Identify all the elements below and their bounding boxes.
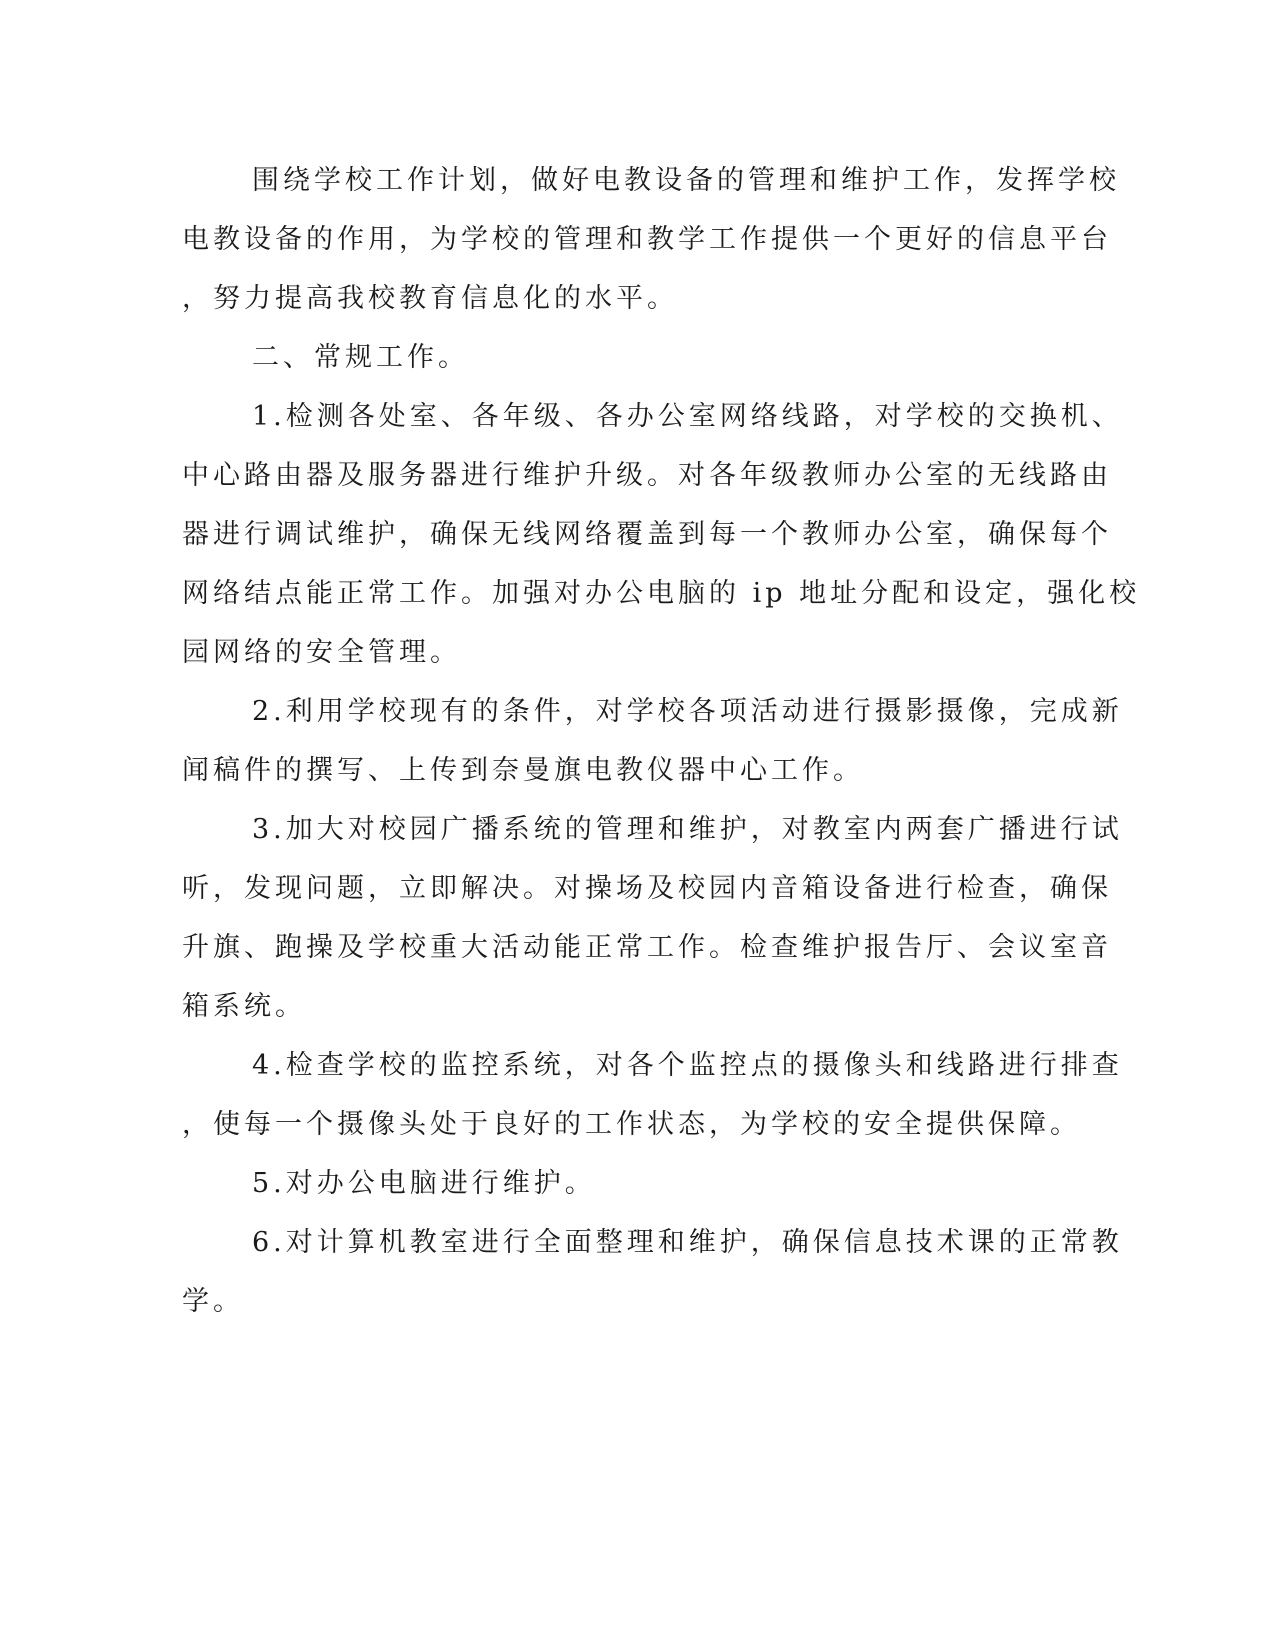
paragraph-line: 4.检查学校的监控系统，对各个监控点的摄像头和线路进行排查 — [252, 1050, 1123, 1081]
paragraph-line: 网络结点能正常工作。加强对办公电脑的 ip 地址分配和设定，强化校 — [182, 578, 1141, 609]
paragraph-line: 园网络的安全管理。 — [182, 637, 461, 668]
paragraph-line: 围绕学校工作计划，做好电教设备的管理和维护工作，发挥学校 — [252, 165, 1120, 196]
paragraph-line: 5.对办公电脑进行维护。 — [252, 1168, 596, 1199]
paragraph-line: 电教设备的作用，为学校的管理和教学工作提供一个更好的信息平台 — [182, 224, 1112, 255]
paragraph-line: ，使每一个摄像头处于良好的工作状态，为学校的安全提供保障。 — [182, 1109, 1081, 1140]
paragraph-line: 箱系统。 — [182, 991, 306, 1022]
paragraph-line: 中心路由器及服务器进行维护升级。对各年级教师办公室的无线路由 — [182, 460, 1112, 491]
paragraph-line: 学。 — [182, 1286, 244, 1317]
paragraph-line: 升旗、跑操及学校重大活动能正常工作。检查维护报告厅、会议室音 — [182, 932, 1112, 963]
paragraph-line: 闻稿件的撰写、上传到奈曼旗电教仪器中心工作。 — [182, 755, 864, 786]
paragraph-line: 器进行调试维护，确保无线网络覆盖到每一个教师办公室，确保每个 — [182, 519, 1112, 550]
section-heading: 二、常规工作。 — [252, 342, 469, 373]
paragraph-line: 3.加大对校园广播系统的管理和维护，对教室内两套广播进行试 — [252, 814, 1123, 845]
paragraph-line: 听，发现问题，立即解决。对操场及校园内音箱设备进行检查，确保 — [182, 873, 1112, 904]
paragraph-line: 1.检测各处室、各年级、各办公室网络线路，对学校的交换机、 — [252, 401, 1123, 432]
paragraph-line: ，努力提高我校教育信息化的水平。 — [182, 283, 678, 314]
paragraph-line: 6.对计算机教室进行全面整理和维护，确保信息技术课的正常教 — [252, 1227, 1123, 1258]
paragraph-line: 2.利用学校现有的条件，对学校各项活动进行摄影摄像，完成新 — [252, 696, 1123, 727]
